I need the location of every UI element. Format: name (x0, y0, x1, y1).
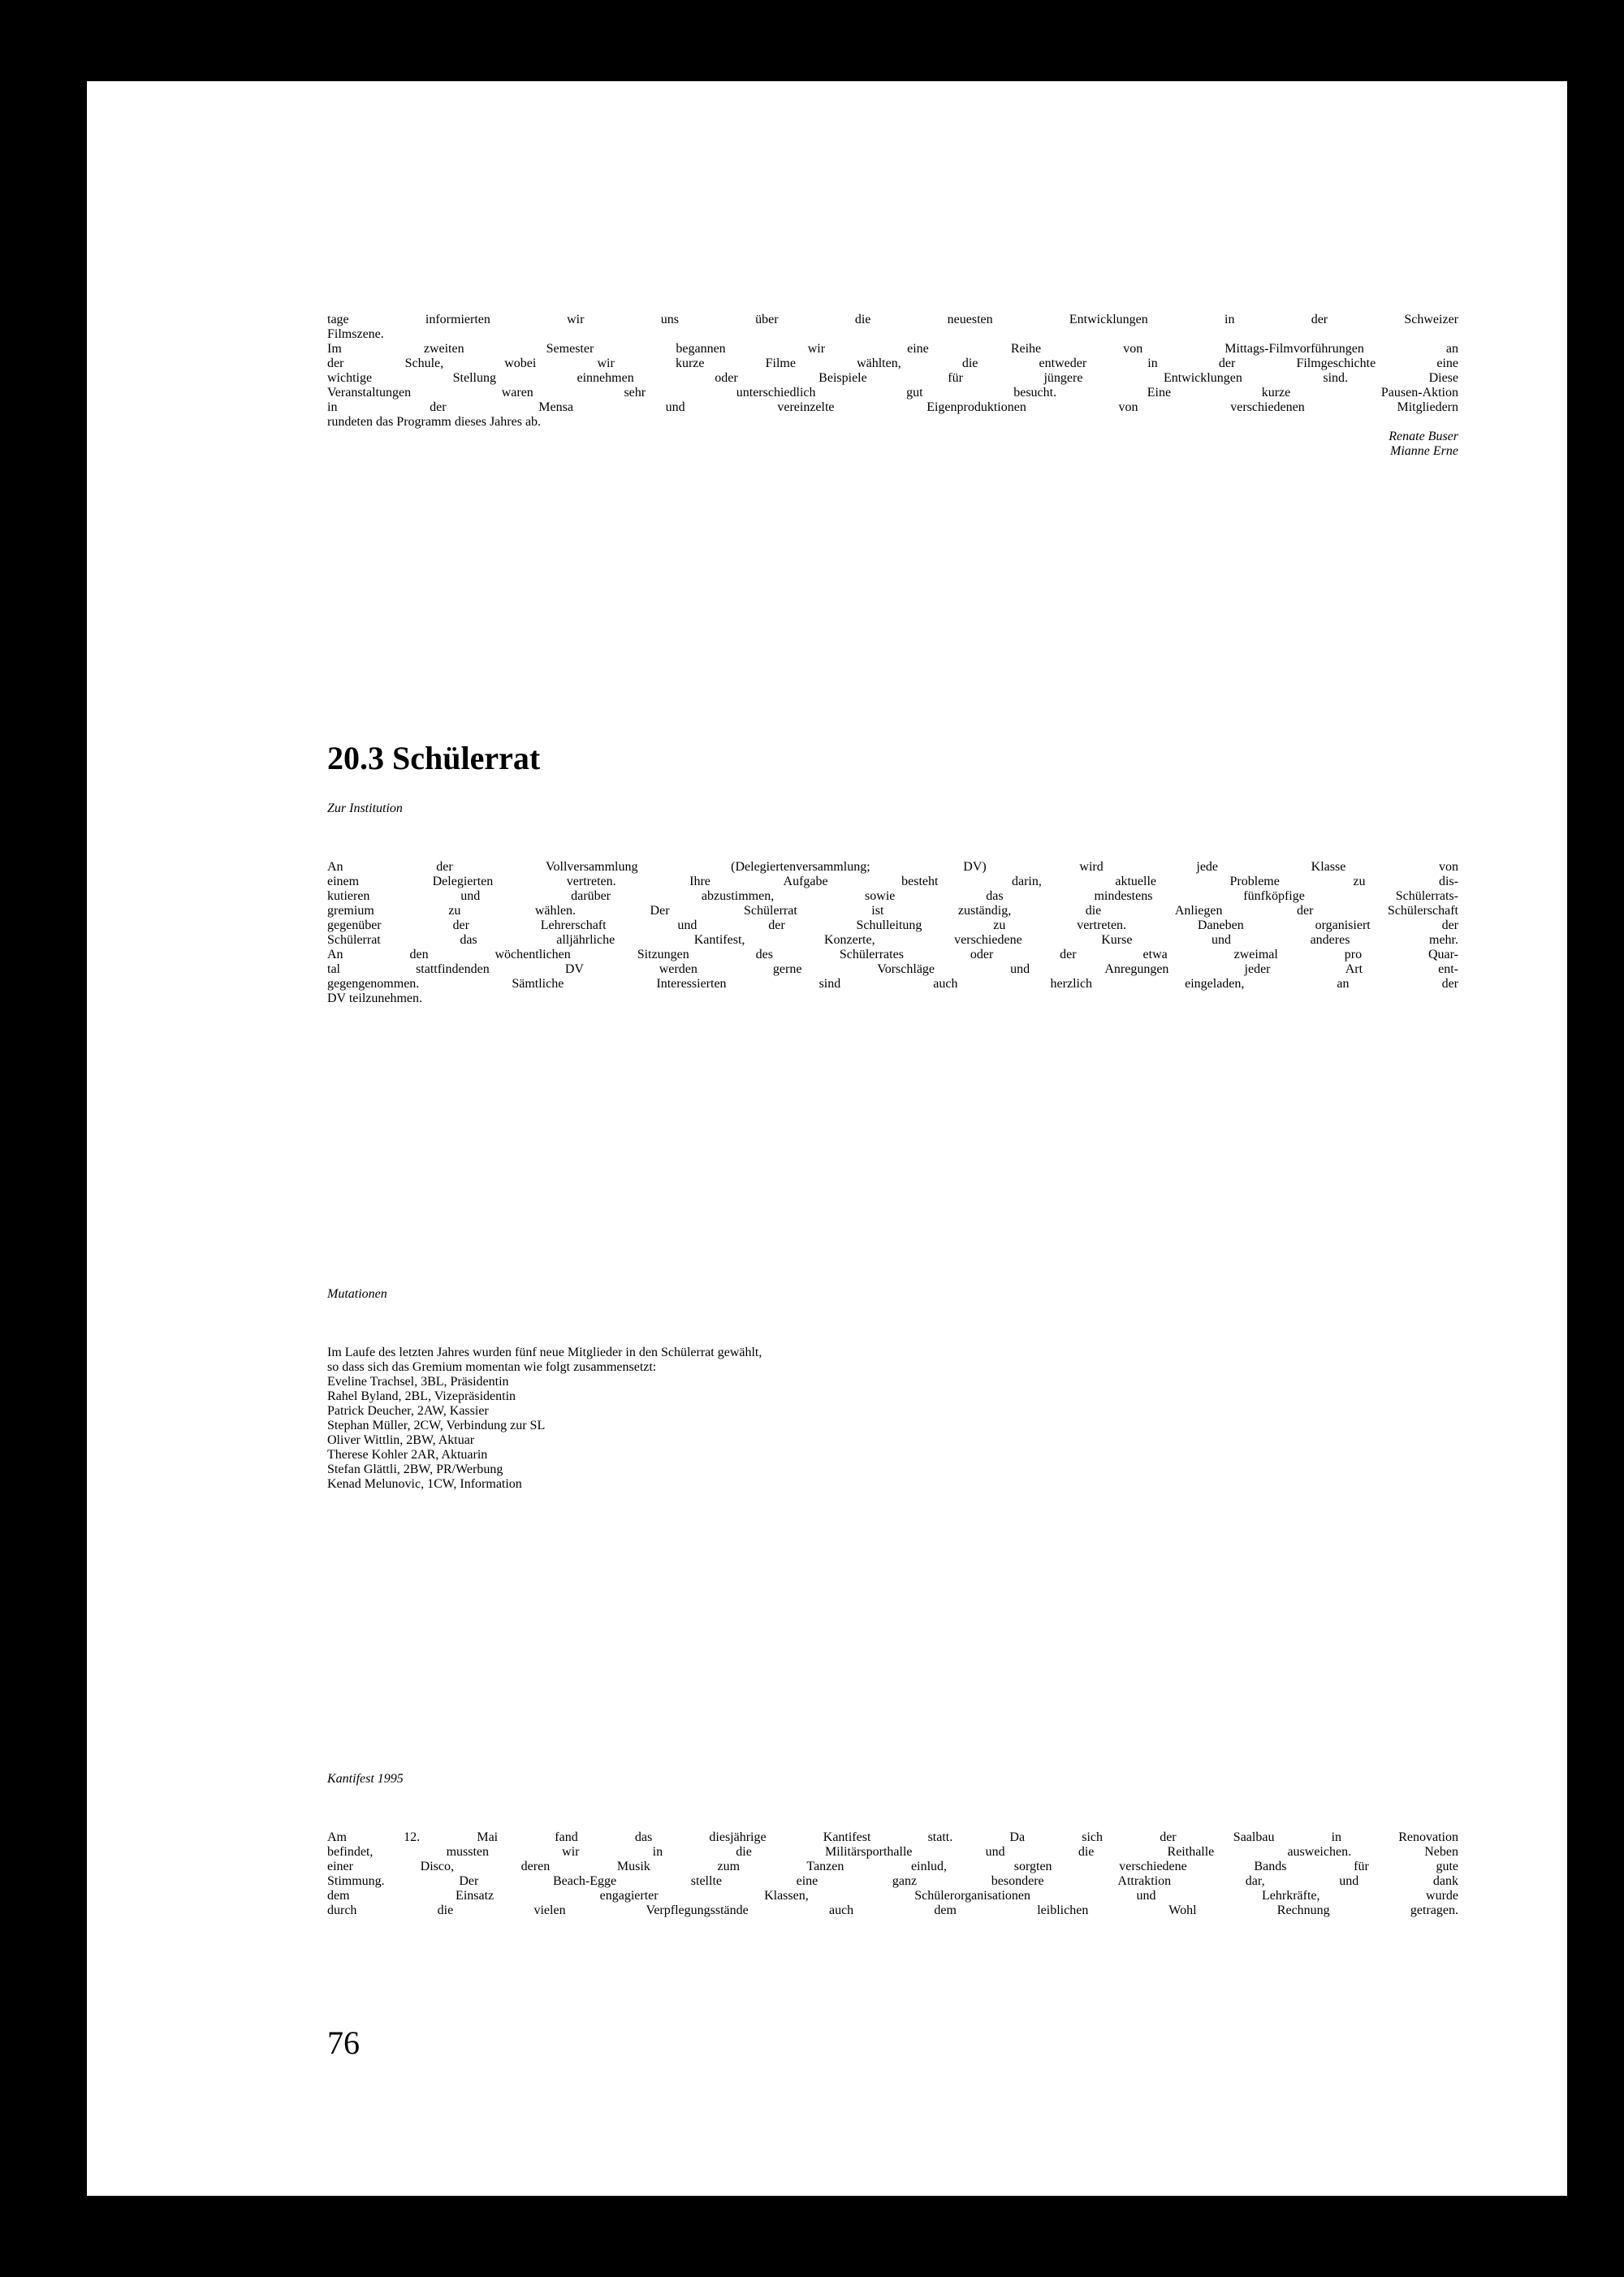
mutationen-subheading: Mutationen (327, 1287, 387, 1301)
institution-paragraph (327, 860, 1458, 1006)
member-list-item: Rahel Byland, 2BL, Vizepräsidentin (327, 1389, 516, 1403)
text-line: Im Laufe des letzten Jahres wurden fünf neue Mitglieder in den Schülerrat gewählt, (327, 1346, 762, 1359)
institution-section (327, 801, 1458, 816)
text-line: tal stattfindenden DV werden gerne Vorschläge und Anregungen jeder Art ent- (327, 962, 1458, 976)
section-heading: 20.3 Schülerrat (327, 740, 541, 776)
text-line: Veranstaltungen waren sehr unterschiedlich gut besucht. Eine kurze Pausen-Aktion (327, 386, 1458, 400)
text-line: einer Disco, deren Musik zum Tanzen einlud, sorgten verschiedene Bands für gute (327, 1860, 1458, 1873)
signature-renate-buser: Renate Buser (1389, 430, 1458, 443)
text-line: befindet, mussten wir in die Militärsporthalle und die Reithalle ausweichen. Neben (327, 1845, 1458, 1859)
text-line: An der Vollversammlung (Delegiertenversammlung; DV) wird jede Klasse von (327, 860, 1458, 874)
text-line: Filmszene. (327, 327, 384, 341)
member-list-item: Stephan Müller, 2CW, Verbindung zur SL (327, 1419, 546, 1432)
kantifest-paragraph (327, 1830, 1458, 1918)
intro-paragraph (327, 313, 1458, 459)
text-line: rundeten das Programm dieses Jahres ab. (327, 415, 542, 429)
text-line: Am 12. Mai fand das diesjährige Kantifest statt. Da sich der Saalbau in Renovation (327, 1830, 1458, 1844)
document-page (87, 81, 1567, 2196)
text-line: dem Einsatz engagierter Klassen, Schülerorganisationen und Lehrkräfte, wurde (327, 1889, 1458, 1903)
text-line: An den wöchentlichen Sitzungen des Schülerrates oder der etwa zweimal pro Quar- (327, 948, 1458, 961)
member-list-item: Eveline Trachsel, 3BL, Präsidentin (327, 1375, 509, 1389)
text-line: gegengenommen. Sämtliche Interessierten sind auch herzlich eingeladen, an der (327, 977, 1458, 991)
member-list-item: Patrick Deucher, 2AW, Kassier (327, 1404, 489, 1418)
signature-mianne-erne: Mianne Erne (1390, 444, 1458, 458)
kantifest-subheading: Kantifest 1995 (327, 1772, 404, 1786)
text-line: in der Mensa und vereinzelte Eigenproduktionen von verschiedenen Mitgliedern (327, 400, 1458, 414)
text-line: wichtige Stellung einnehmen oder Beispiele für jüngere Entwicklungen sind. Diese (327, 371, 1458, 385)
institution-subheading: Zur Institution (327, 801, 403, 815)
member-list-item: Stefan Glättli, 2BW, PR/Werbung (327, 1463, 503, 1476)
member-list-item: Therese Kohler 2AR, Aktuarin (327, 1448, 488, 1462)
text-line: so dass sich das Gremium momentan wie folgt zusammensetzt: (327, 1360, 657, 1374)
text-line: gremium zu wählen. Der Schülerrat ist zuständig, die Anliegen der Schülerschaft (327, 904, 1458, 918)
text-line: tage informierten wir uns über die neuesten Entwicklungen in der Schweizer (327, 313, 1458, 326)
text-line: der Schule, wobei wir kurze Filme wählten, die entweder in der Filmgeschichte eine (327, 356, 1458, 370)
text-line: gegenüber der Lehrerschaft und der Schulleitung zu vertreten. Daneben organisiert der (327, 918, 1458, 932)
mutationen-paragraph (327, 1346, 1458, 1492)
text-line: kutieren und darüber abzustimmen, sowie das mindestens fünfköpfige Schülerrats- (327, 889, 1458, 903)
page-number: 76 (327, 2024, 360, 2061)
text-line: Im zweiten Semester begannen wir eine Reihe von Mittags-Filmvorführungen an (327, 342, 1458, 356)
kantifest-section (327, 1772, 1458, 1787)
text-line: Stimmung. Der Beach-Egge stellte eine ganz besondere Attraktion dar, und dank (327, 1874, 1458, 1888)
member-list-item: Kenad Melunovic, 1CW, Information (327, 1477, 522, 1491)
text-line: durch die vielen Verpflegungsstände auch dem leiblichen Wohl Rechnung getragen. (327, 1903, 1458, 1917)
mutationen-section (327, 1287, 1458, 1302)
text-line: einem Delegierten vertreten. Ihre Aufgabe besteht darin, aktuelle Probleme zu dis- (327, 875, 1458, 888)
text-line: DV teilzunehmen. (327, 992, 423, 1005)
text-line: Schülerrat das alljährliche Kantifest, Konzerte, verschiedene Kurse und anderes mehr. (327, 933, 1458, 947)
member-list-item: Oliver Wittlin, 2BW, Aktuar (327, 1433, 475, 1447)
